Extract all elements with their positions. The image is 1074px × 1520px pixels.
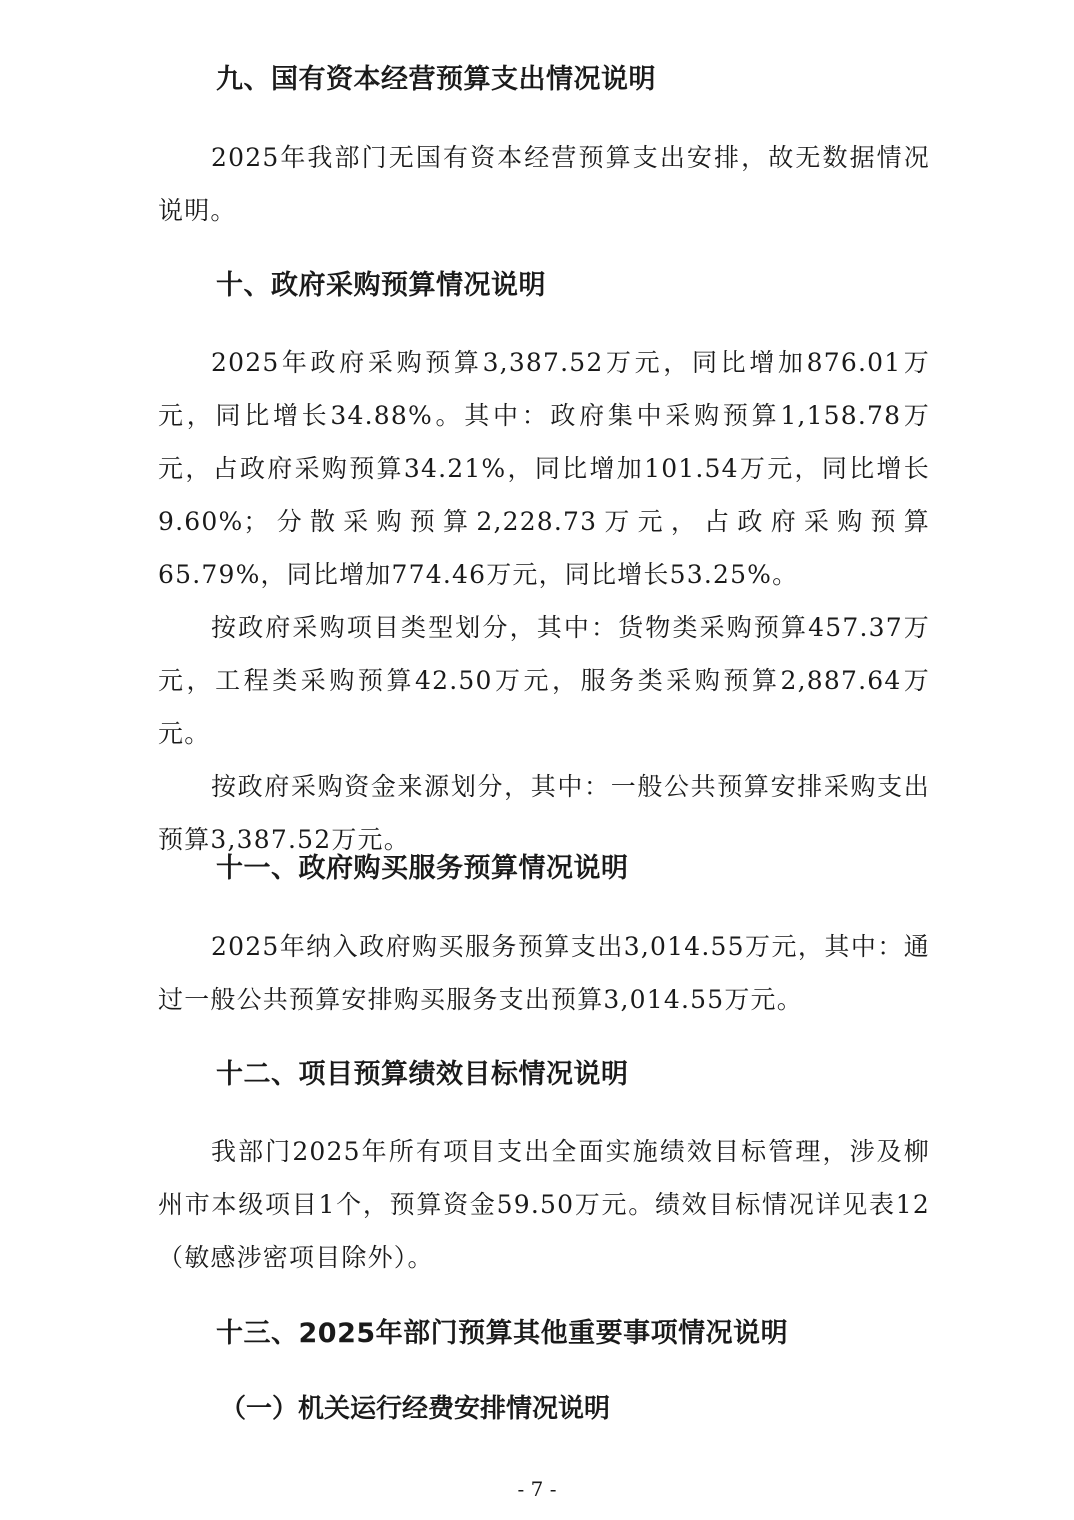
section-9-paragraph-1: 2025年我部门无国有资本经营预算支出安排，故无数据情况说明。 [158,143,930,225]
section-13-heading: 十三、2025年部门预算其他重要事项情况说明 [216,1318,789,1349]
section-10-paragraph-2: 按政府采购项目类型划分，其中：货物类采购预算457.37万元，工程类采购预算42.50万元，服务类采购预算2,887.64万元。 [158,613,930,748]
section-9-heading: 九、国有资本经营预算支出情况说明 [216,64,656,95]
section-12-body [158,1125,930,1284]
section-9-body [158,131,930,237]
section-13-subheading-1: （一）机关运行经费安排情况说明 [220,1394,611,1424]
section-11-body [158,920,930,1026]
section-12-paragraph-1: 我部门2025年所有项目支出全面实施绩效目标管理，涉及柳州市本级项目1个，预算资金59.50万元。绩效目标情况详见表12（敏感涉密项目除外）。 [158,1137,930,1272]
page-number: - 7 - [517,1477,557,1501]
section-10-body [158,336,930,866]
section-12-heading: 十二、项目预算绩效目标情况说明 [216,1059,629,1090]
section-11-paragraph-1: 2025年纳入政府购买服务预算支出3,014.55万元，其中：通过一般公共预算安排购买服务支出预算3,014.55万元。 [158,932,930,1014]
section-10-paragraph-3: 按政府采购资金来源划分，其中：一般公共预算安排采购支出预算3,387.52万元。 [158,772,930,854]
section-11-heading: 十一、政府购买服务预算情况说明 [216,853,629,884]
section-10-heading: 十、政府采购预算情况说明 [216,270,546,301]
section-10-paragraph-1: 2025年政府采购预算3,387.52万元，同比增加876.01万元，同比增长34.88%。其中：政府集中采购预算1,158.78万元，占政府采购预算34.21%，同比增加101.54万元，同比增长9.60%；分散采购预算2,228.73万元，占政府采购预算65.79%，同比增加774.46万元，同比增长53.25%。 [158,348,930,589]
